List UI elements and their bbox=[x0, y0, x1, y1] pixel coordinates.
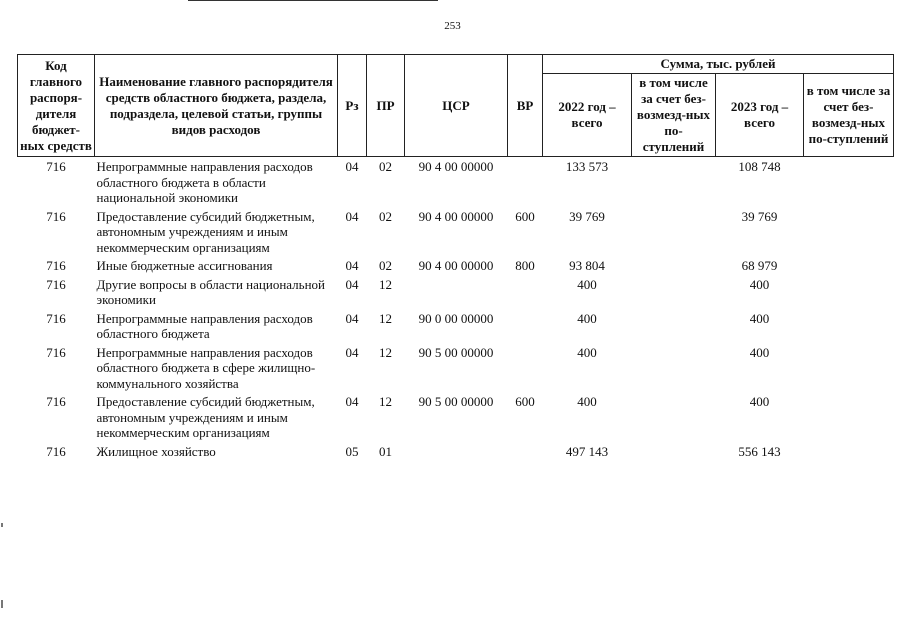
cell-name: Непрограммные направления расходов областного бюджета в сфере жилищно-коммунального хозяйства bbox=[96, 344, 316, 391]
table-row bbox=[18, 442, 894, 461]
cell-pr: 12 bbox=[379, 276, 392, 292]
header-vr: ВР bbox=[508, 55, 543, 157]
cell-2022: 400 bbox=[577, 344, 597, 360]
cell-vr bbox=[508, 157, 543, 207]
cell-code: 716 bbox=[46, 276, 66, 292]
cell-name: Непрограммные направления расходов областного бюджета bbox=[96, 310, 313, 341]
cell-name: Другие вопросы в области национальной экономики bbox=[96, 276, 325, 307]
cell-vr bbox=[508, 343, 543, 393]
table-row bbox=[18, 157, 894, 207]
header-2023-gratuitous: в том числе за счет без-возмезд-ных по-ступлений bbox=[804, 74, 894, 157]
cell-rz: 04 bbox=[345, 208, 359, 224]
cell-rz: 04 bbox=[345, 344, 359, 360]
cell-name: Иные бюджетные ассигнования bbox=[96, 258, 273, 273]
cell-2023-incl bbox=[804, 207, 894, 257]
cell-csr: 90 4 00 00000 bbox=[418, 208, 494, 224]
header-2022-total: 2022 год – всего bbox=[543, 74, 632, 157]
cell-2023-incl bbox=[804, 256, 894, 275]
cell-2022-incl bbox=[632, 207, 716, 257]
cell-2022: 133 573 bbox=[565, 159, 609, 174]
cell-csr: 90 5 00 00000 bbox=[418, 394, 494, 409]
cell-2023: 39 769 bbox=[741, 208, 778, 224]
cell-2022: 400 bbox=[577, 276, 597, 292]
cell-2023: 68 979 bbox=[741, 258, 778, 273]
cell-vr bbox=[508, 309, 543, 343]
cell-vr: 600 bbox=[515, 394, 535, 409]
cell-name: Предоставление субсидий бюджетным, автономным учреждениям и иным некоммерческим организациям bbox=[96, 208, 315, 255]
table-row bbox=[18, 392, 894, 442]
cell-2023: 108 748 bbox=[738, 159, 781, 174]
page-number: 253 bbox=[444, 20, 461, 32]
cell-vr: 600 bbox=[515, 208, 535, 224]
cell-pr: 01 bbox=[379, 443, 392, 459]
cell-csr bbox=[405, 442, 508, 461]
cell-code: 716 bbox=[46, 394, 66, 409]
header-pr: ПР bbox=[367, 55, 405, 157]
cell-pr: 02 bbox=[379, 258, 392, 273]
cell-pr: 12 bbox=[379, 394, 392, 409]
cell-name: Предоставление субсидий бюджетным, автономным учреждениям и иным некоммерческим организациям bbox=[96, 394, 315, 440]
cell-csr: 90 5 00 00000 bbox=[418, 344, 494, 360]
cell-2023: 400 bbox=[749, 276, 770, 292]
cell-rz: 04 bbox=[345, 310, 359, 326]
cell-csr bbox=[405, 275, 508, 309]
cell-2022-incl bbox=[632, 157, 716, 207]
cell-code: 716 bbox=[46, 310, 66, 326]
table-row bbox=[18, 275, 894, 309]
budget-table bbox=[17, 54, 894, 460]
cell-pr: 12 bbox=[379, 310, 392, 326]
header-csr: ЦСР bbox=[405, 55, 508, 157]
table-row bbox=[18, 343, 894, 393]
cell-2023: 556 143 bbox=[738, 443, 781, 459]
cell-code: 716 bbox=[46, 159, 66, 174]
cell-2023: 400 bbox=[749, 394, 770, 409]
cell-2023-incl bbox=[804, 157, 894, 207]
scan-edge-mark bbox=[1, 600, 3, 608]
cell-name: Непрограммные направления расходов областного бюджета в области национальной экономики bbox=[96, 159, 313, 205]
table-row bbox=[18, 256, 894, 275]
cell-2023-incl bbox=[804, 392, 894, 442]
cell-2023-incl bbox=[804, 275, 894, 309]
cell-code: 716 bbox=[46, 443, 66, 459]
cell-vr bbox=[508, 275, 543, 309]
cell-2023: 400 bbox=[749, 344, 770, 360]
cell-2022: 39 769 bbox=[569, 208, 605, 224]
cell-2022-incl bbox=[632, 309, 716, 343]
cell-2022-incl bbox=[632, 256, 716, 275]
cell-2022: 497 143 bbox=[565, 443, 609, 459]
cell-code: 716 bbox=[46, 344, 66, 360]
table-row bbox=[18, 309, 894, 343]
cell-code: 716 bbox=[46, 208, 66, 224]
cell-2022-incl bbox=[632, 442, 716, 461]
header-code: Код главного распоря-дителя бюджет-ных средств bbox=[18, 55, 95, 157]
cell-2023-incl bbox=[804, 442, 894, 461]
cell-pr: 02 bbox=[379, 159, 392, 174]
cell-rz: 04 bbox=[345, 276, 359, 292]
cell-rz: 04 bbox=[345, 159, 359, 174]
cell-rz: 04 bbox=[345, 394, 359, 409]
cell-2023-incl bbox=[804, 309, 894, 343]
cell-csr: 90 4 00 00000 bbox=[418, 258, 494, 273]
cell-2023-incl bbox=[804, 343, 894, 393]
cell-csr: 90 4 00 00000 bbox=[418, 159, 494, 174]
cell-2022: 93 804 bbox=[569, 258, 605, 273]
cell-csr: 90 0 00 00000 bbox=[418, 310, 494, 326]
cell-vr bbox=[508, 442, 543, 461]
cell-rz: 04 bbox=[345, 258, 359, 273]
cell-2022: 400 bbox=[577, 310, 597, 326]
cell-2023: 400 bbox=[749, 310, 770, 326]
cell-pr: 02 bbox=[379, 208, 392, 224]
cell-2022: 400 bbox=[577, 394, 597, 409]
header-rz: Рз bbox=[338, 55, 367, 157]
cell-pr: 12 bbox=[379, 344, 392, 360]
cell-2022-incl bbox=[632, 275, 716, 309]
cell-2022-incl bbox=[632, 343, 716, 393]
scan-edge-mark bbox=[1, 523, 3, 527]
header-name: Наименование главного распорядителя средств областного бюджета, раздела, подраздела, целевой статьи, группы видов расходов bbox=[95, 55, 338, 157]
header-sum: Сумма, тыс. рублей bbox=[543, 55, 894, 74]
cell-code: 716 bbox=[46, 258, 66, 273]
cell-2022-incl bbox=[632, 392, 716, 442]
top-rule bbox=[188, 0, 438, 1]
cell-rz: 05 bbox=[345, 443, 359, 459]
cell-name: Жилищное хозяйство bbox=[96, 443, 216, 459]
header-2023-total: 2023 год – всего bbox=[716, 74, 804, 157]
table-row bbox=[18, 207, 894, 257]
cell-vr: 800 bbox=[515, 258, 535, 273]
header-2022-gratuitous: в том числе за счет без-возмезд-ных по-ступлений bbox=[632, 74, 716, 157]
